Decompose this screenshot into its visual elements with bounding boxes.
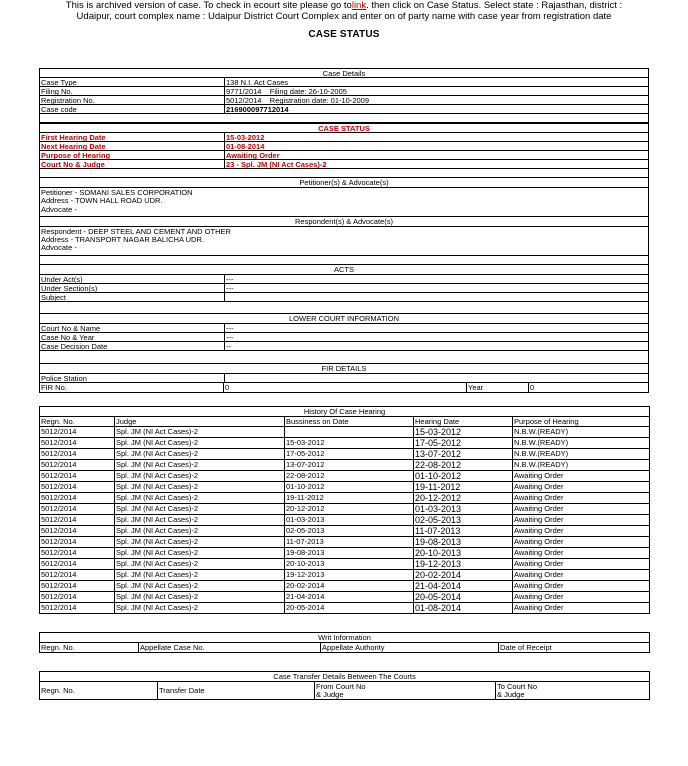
police-station-label: Police Station <box>40 374 225 382</box>
judge-cell: Spl. JM (NI Act Cases)-2 <box>115 581 285 592</box>
judge-cell: Spl. JM (NI Act Cases)-2 <box>115 438 285 449</box>
regn-no-cell: 5012/2014 <box>40 449 115 460</box>
table-row <box>40 559 650 570</box>
under-acts-value: --- <box>226 274 234 283</box>
regn-no-cell: 5012/2014 <box>40 592 115 603</box>
regn-no-cell: 5012/2014 <box>40 460 115 471</box>
case-code-row <box>39 105 649 114</box>
judge-cell: Spl. JM (NI Act Cases)-2 <box>115 460 285 471</box>
regn-no-cell: 5012/2014 <box>40 603 115 614</box>
respondent-details <box>39 227 649 256</box>
table-row <box>40 438 650 449</box>
regn-no-cell: 5012/2014 <box>40 493 115 504</box>
writ-info-caption: Writ Information <box>40 633 650 643</box>
acts-header: ACTS <box>39 265 649 275</box>
hearing-date-cell: 19-12-2013 <box>414 559 513 570</box>
next-hearing-value: 01-08-2014 <box>226 142 265 150</box>
lower-court-row <box>39 324 649 333</box>
ecourt-link[interactable]: link <box>351 0 367 11</box>
regn-no-cell: 5012/2014 <box>40 438 115 449</box>
purpose-cell: Awaiting Order <box>513 559 650 570</box>
fir-no-row <box>39 383 649 393</box>
business-date-cell: 01-03-2013 <box>285 515 414 526</box>
judge-cell: Spl. JM (NI Act Cases)-2 <box>115 427 285 438</box>
under-acts-label: Under Act(s) <box>40 275 225 283</box>
notice-text-1: This is archived version of case. To check in ecourt site please go to <box>65 0 352 11</box>
business-date-cell: 11-07-2013 <box>285 537 414 548</box>
hearing-date-cell: 13-07-2012 <box>414 449 513 460</box>
to-court-line2: & Judge <box>497 689 525 699</box>
police-station-row <box>39 374 649 383</box>
judge-cell: Spl. JM (NI Act Cases)-2 <box>115 482 285 493</box>
purpose-cell: N.B.W.(READY) <box>513 460 650 471</box>
case-type-label: Case Type <box>40 78 225 86</box>
col-purpose: Purpose of Hearing <box>513 417 650 427</box>
regn-no-cell: 5012/2014 <box>40 526 115 537</box>
decision-date-label: Case Decision Date <box>40 342 225 350</box>
table-row <box>40 570 650 581</box>
case-details-header: Case Details <box>39 68 649 78</box>
transfer-col-from-court <box>315 682 496 700</box>
decision-date-value: -- <box>226 341 231 350</box>
business-date-cell: 19-08-2013 <box>285 548 414 559</box>
purpose-cell: Awaiting Order <box>513 603 650 614</box>
regn-no-cell: 5012/2014 <box>40 504 115 515</box>
hearing-date-cell: 20-02-2014 <box>414 570 513 581</box>
fir-year-value: 0 <box>530 382 535 392</box>
regn-no-cell: 5012/2014 <box>40 515 115 526</box>
table-row <box>40 592 650 603</box>
business-date-cell: 20-12-2012 <box>285 504 414 515</box>
to-court-line1: To Court No <box>497 681 538 691</box>
hearing-date-cell: 22-08-2012 <box>414 460 513 471</box>
spacer <box>39 351 649 364</box>
registration-row <box>39 96 649 105</box>
purpose-cell: Awaiting Order <box>513 504 650 515</box>
purpose-cell: Awaiting Order <box>513 493 650 504</box>
table-row <box>40 515 650 526</box>
case-status-header: CASE STATUS <box>39 123 649 133</box>
table-row <box>40 548 650 559</box>
judge-cell: Spl. JM (NI Act Cases)-2 <box>115 471 285 482</box>
subject-row <box>39 293 649 302</box>
purpose-label: Purpose of Hearing <box>40 151 225 159</box>
archive-notice <box>0 0 688 22</box>
hearing-date-cell: 20-05-2014 <box>414 592 513 603</box>
spacer <box>39 114 649 123</box>
hearing-date-cell: 19-08-2013 <box>414 537 513 548</box>
spacer <box>39 256 649 265</box>
first-hearing-value: 15-03-2012 <box>226 133 265 141</box>
regn-no-cell: 5012/2014 <box>40 570 115 581</box>
regn-no-cell: 5012/2014 <box>40 471 115 482</box>
page-title: CASE STATUS <box>308 29 380 40</box>
fir-header: FIR DETAILS <box>39 364 649 374</box>
under-sections-value: --- <box>226 283 234 292</box>
business-date-cell: 13-07-2012 <box>285 460 414 471</box>
lower-court-value: --- <box>226 323 234 332</box>
business-date-cell: 02-05-2013 <box>285 526 414 537</box>
hearing-history-table <box>39 406 650 614</box>
respondent-name: Respondent - DEEP STEEL AND CEMENT AND OTHER <box>41 226 231 236</box>
fir-no-value: 0 <box>224 383 467 392</box>
table-row <box>40 504 650 515</box>
registration-no-value: 5012/2014 <box>226 96 262 104</box>
purpose-cell: Awaiting Order <box>513 570 650 581</box>
purpose-cell: Awaiting Order <box>513 526 650 537</box>
purpose-cell: Awaiting Order <box>513 537 650 548</box>
petitioner-details <box>39 188 649 217</box>
business-date-cell: 21-04-2014 <box>285 592 414 603</box>
next-hearing-row <box>39 142 649 151</box>
business-date-cell: 19-11-2012 <box>285 493 414 504</box>
filing-no-value: 9771/2014 <box>226 87 262 95</box>
judge-cell: Spl. JM (NI Act Cases)-2 <box>115 548 285 559</box>
judge-cell: Spl. JM (NI Act Cases)-2 <box>115 570 285 581</box>
hearing-date-cell: 20-10-2013 <box>414 548 513 559</box>
table-row <box>40 449 650 460</box>
table-row <box>40 493 650 504</box>
petitioner-address: Address - TOWN HALL ROAD UDR. <box>41 196 163 206</box>
table-row <box>40 537 650 548</box>
filing-row <box>39 87 649 96</box>
purpose-cell: Awaiting Order <box>513 482 650 493</box>
table-row <box>40 482 650 493</box>
hearing-date-cell: 20-12-2012 <box>414 493 513 504</box>
business-date-cell: 20-02-2014 <box>285 581 414 592</box>
regn-no-cell: 5012/2014 <box>40 427 115 438</box>
table-row <box>40 526 650 537</box>
hearing-date-cell: 21-04-2014 <box>414 581 513 592</box>
case-transfer-table <box>39 671 650 700</box>
lower-court-label: Court No & Name <box>40 324 225 332</box>
regn-no-cell: 5012/2014 <box>40 559 115 570</box>
writ-col-appellate-authority: Appellate Authority <box>321 643 499 653</box>
writ-col-date-receipt: Date of Receipt <box>499 643 650 653</box>
subject-value <box>225 293 648 301</box>
judge-cell: Spl. JM (NI Act Cases)-2 <box>115 559 285 570</box>
registration-value <box>225 96 648 104</box>
hearing-history-caption: History Of Case Hearing <box>40 407 650 417</box>
hearing-date-cell: 01-08-2014 <box>414 603 513 614</box>
regn-no-cell: 5012/2014 <box>40 581 115 592</box>
table-row <box>40 581 650 592</box>
col-judge: Judge <box>115 417 285 427</box>
court-label: Court No & Judge <box>40 160 225 168</box>
case-type-row <box>39 78 649 87</box>
case-details-panel <box>39 68 649 393</box>
purpose-cell: Awaiting Order <box>513 592 650 603</box>
writ-col-regn: Regn. No. <box>40 643 139 653</box>
table-row <box>40 460 650 471</box>
lower-case-label: Case No & Year <box>40 333 225 341</box>
purpose-cell: N.B.W.(READY) <box>513 438 650 449</box>
regn-no-cell: 5012/2014 <box>40 548 115 559</box>
purpose-cell: N.B.W.(READY) <box>513 449 650 460</box>
col-hearing-date: Hearing Date <box>414 417 513 427</box>
business-date-cell: 20-05-2014 <box>285 603 414 614</box>
business-date-cell: 19-12-2013 <box>285 570 414 581</box>
hearing-date-cell: 01-03-2013 <box>414 504 513 515</box>
filing-date-value: Filing date: 26-10-2005 <box>269 87 347 95</box>
hearing-date-cell: 15-03-2012 <box>414 427 513 438</box>
spacer <box>39 169 649 178</box>
petitioner-header: Petitioner(s) & Advocate(s) <box>39 178 649 188</box>
regn-no-cell: 5012/2014 <box>40 482 115 493</box>
judge-cell: Spl. JM (NI Act Cases)-2 <box>115 603 285 614</box>
under-sections-row <box>39 284 649 293</box>
hearing-date-cell: 01-10-2012 <box>414 471 513 482</box>
fir-no-label: FIR No. <box>40 383 224 392</box>
registration-date-value: Registration date: 01-10-2009 <box>269 96 370 104</box>
business-date-cell: 20-10-2013 <box>285 559 414 570</box>
lower-case-value: --- <box>226 332 234 341</box>
first-hearing-label: First Hearing Date <box>40 133 225 141</box>
respondent-header: Respondent(s) & Advocate(s) <box>39 217 649 227</box>
writ-info-table <box>39 632 650 653</box>
decision-date-row <box>39 342 649 351</box>
under-sections-label: Under Section(s) <box>40 284 225 292</box>
judge-cell: Spl. JM (NI Act Cases)-2 <box>115 493 285 504</box>
spacer <box>39 302 649 314</box>
purpose-cell: N.B.W.(READY) <box>513 427 650 438</box>
filing-value <box>225 87 648 95</box>
writ-col-appellate-case: Appellate Case No. <box>139 643 321 653</box>
table-row <box>40 427 650 438</box>
petitioner-advocate: Advocate - <box>41 204 77 214</box>
notice-text-3: Udaipur, court complex name : Udaipur District Court Complex and enter on of party name with case year from registration date <box>76 11 612 22</box>
respondent-advocate: Advocate - <box>41 243 77 253</box>
transfer-col-to-court <box>496 682 650 700</box>
col-business-date: Bussiness on Date <box>285 417 414 427</box>
judge-cell: Spl. JM (NI Act Cases)-2 <box>115 515 285 526</box>
regn-no-cell: 5012/2014 <box>40 537 115 548</box>
judge-cell: Spl. JM (NI Act Cases)-2 <box>115 504 285 515</box>
table-row <box>40 471 650 482</box>
next-hearing-label: Next Hearing Date <box>40 142 225 150</box>
hearing-date-cell: 02-05-2013 <box>414 515 513 526</box>
subject-label: Subject <box>40 293 225 301</box>
business-date-cell: 17-05-2012 <box>285 449 414 460</box>
hearing-date-cell: 17-05-2012 <box>414 438 513 449</box>
case-code-label: Case code <box>40 105 225 113</box>
notice-text-2: . then click on Case Status. Select state : Rajasthan, district : <box>366 0 623 11</box>
fir-year-label: Year <box>467 383 529 392</box>
business-date-cell: 15-03-2012 <box>285 438 414 449</box>
case-transfer-caption: Case Transfer Details Between The Courts <box>40 672 650 682</box>
police-station-value <box>225 374 648 382</box>
under-acts-row <box>39 275 649 284</box>
purpose-value: Awaiting Order <box>226 151 280 159</box>
judge-cell: Spl. JM (NI Act Cases)-2 <box>115 526 285 537</box>
purpose-cell: Awaiting Order <box>513 471 650 482</box>
respondent-address: Address - TRANSPORT NAGAR BALICHA UDR. <box>41 235 204 245</box>
transfer-col-regn: Regn. No. <box>40 682 158 700</box>
from-court-line2: & Judge <box>316 689 344 699</box>
hearing-date-cell: 19-11-2012 <box>414 482 513 493</box>
registration-no-label: Registration No. <box>40 96 225 104</box>
lower-case-row <box>39 333 649 342</box>
from-court-line1: From Court No <box>316 681 366 691</box>
first-hearing-row <box>39 133 649 142</box>
col-regn-no: Regn. No. <box>40 417 115 427</box>
purpose-cell: Awaiting Order <box>513 581 650 592</box>
judge-cell: Spl. JM (NI Act Cases)-2 <box>115 592 285 603</box>
table-row <box>40 603 650 614</box>
court-row <box>39 160 649 169</box>
purpose-cell: Awaiting Order <box>513 515 650 526</box>
judge-cell: Spl. JM (NI Act Cases)-2 <box>115 449 285 460</box>
hearing-date-cell: 11-07-2013 <box>414 526 513 537</box>
lower-court-header: LOWER COURT INFORMATION <box>39 314 649 324</box>
business-date-cell: 01-10-2012 <box>285 482 414 493</box>
filing-no-label: Filing No. <box>40 87 225 95</box>
business-date-cell <box>285 427 414 438</box>
court-value: 23 - Spl. JM (NI Act Cases)-2 <box>226 160 327 168</box>
judge-cell: Spl. JM (NI Act Cases)-2 <box>115 537 285 548</box>
petitioner-name: Petitioner - SOMANI SALES CORPORATION <box>41 188 193 197</box>
case-code-value: 216900097712014 <box>226 105 289 113</box>
purpose-row <box>39 151 649 160</box>
business-date-cell: 22-08-2012 <box>285 471 414 482</box>
purpose-cell: Awaiting Order <box>513 548 650 559</box>
case-type-value: 138 N.I. Act Cases <box>226 78 289 86</box>
transfer-col-date: Transfer Date <box>158 682 315 700</box>
